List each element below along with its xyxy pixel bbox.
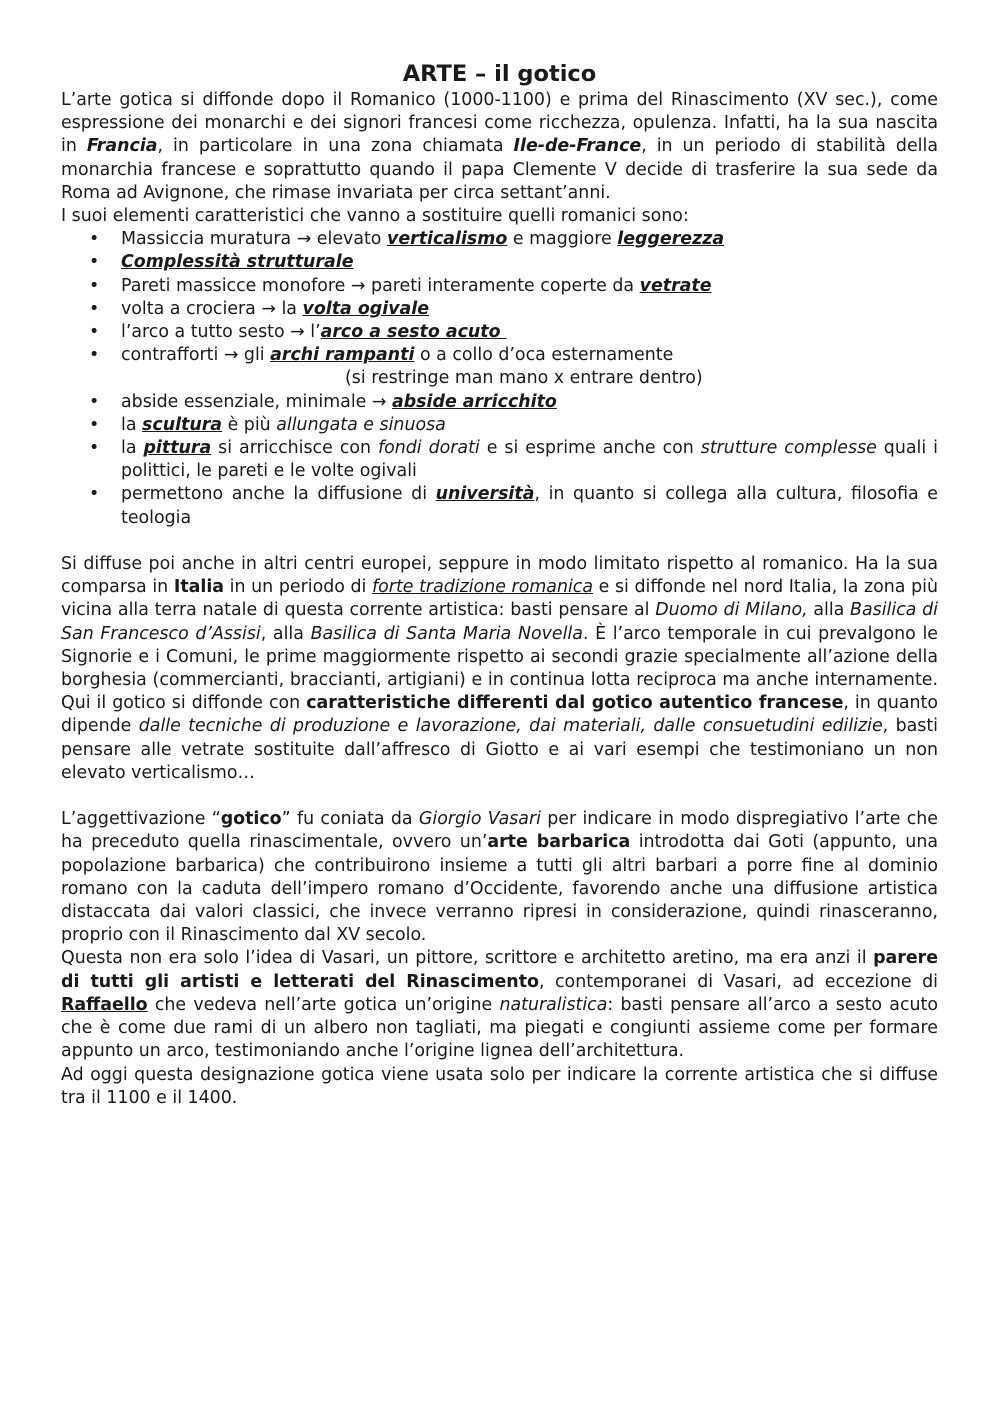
keyword-verticalismo: verticalismo — [386, 229, 508, 250]
arrow-icon: → — [296, 229, 312, 250]
bullet: • — [89, 414, 100, 435]
parere-paragraph: Questa non era solo l’idea di Vasari, un pittore, scrittore e architetto aretino, ma era anzi il parere di tutti gli artisti e letterati del Rinascimento, contemporanei di Vasari, ad eccezione di Raffaello che vedeva nell’arte gotica un’origine naturalistica: basti pensare all’arco a sesto acuto che è come due rami di un albero non tagliati, ma piegati e congiunti assieme come per formare appunto un arco, testimoniando anche l’origine lignea dell’architettura. — [61, 948, 938, 1062]
italia-paragraph: Si diffuse poi anche in altri centri europei, seppure in modo limitato rispetto al romanico. Ha la sua comparsa in Italia in un periodo di forte tradizione romanica e si diffonde nel nord Italia, la zona più vicina alla terra natale di questa corrente artistica: basti pensare al Duomo di Milano, alla Basilica di San Francesco d’Assisi, alla Basilica di Santa Maria Novella. È l’arco temporale in cui prevalgono le Signorie e i Comuni, le prime maggiormente rispetto ai secondi grazie specialmente all’azione della borghesia (commercianti, braccianti, artigiani) e in continua lotta reciproca ma anche internamente. Qui il gotico si diffonde con caratteristiche differenti dal gotico autentico francese, in quanto dipende dalle tecniche di produzione e lavorazione, dai materiali, dalle consuetudini edilizie, basti pensare alle vetrate sostituite dall’affresco di Giotto e ai vari esempi che testimoniano un non elevato verticalismo… — [61, 554, 938, 783]
bullet: • — [89, 484, 100, 505]
list-item: • Pareti massicce monofore → pareti interamente coperte da vetrate — [61, 275, 938, 298]
keyword-universita: università — [435, 484, 535, 505]
list-item: • la scultura è più allungata e sinuosa — [61, 414, 938, 437]
bullet: • — [89, 275, 100, 296]
intro-paragraph: L’arte gotica si diffonde dopo il Romanico (1000-1100) e prima del Rinascimento (XV sec.), come espressione dei monarchi e dei signori francesi come ricchezza, opulenza. Infatti, ha la sua nascita in Francia, in particolare in una zona chiamata Ile-de-France, in un periodo di stabilità della monarchia francese e soprattutto quando il papa Clemente V decide di trasferire la sua sede da Roma ad Avignone, che rimase invariata per circa settant’anni. — [61, 90, 938, 203]
paragraph-gap — [61, 530, 938, 553]
list-item: • contrafforti → gli archi rampanti o a collo d’oca esternamente (si restringe man mano x entrare dentro) — [61, 344, 938, 390]
keyword-archi-rampanti: archi rampanti — [270, 345, 415, 366]
list-item — [61, 251, 938, 274]
list-item: • permettono anche la diffusione di università, in quanto si collega alla cultura, filosofia e teologia — [89, 484, 939, 528]
document-page — [61, 60, 938, 1110]
vasari-paragraph: L’aggettivazione “gotico” fu coniata da Giorgio Vasari per indicare in modo dispregiativo l’arte che ha preceduto quella rinascimentale, ovvero un’arte barbarica introdotta dai Goti (appunto, una popolazione barbarica) che contribuirono insieme a tutti gli altri barbari a porre fine al dominio romano con la caduta dell’impero romano d’Occidente, favorendo anche una diffusione artistica distaccata dai valori classici, che invece verranno ripresi in considerazione, quindi rinasceranno, proprio con il Rinascimento dal XV secolo. — [61, 809, 938, 946]
list-item: • Massiccia muratura → elevato verticalismo e maggiore leggerezza — [61, 228, 938, 251]
keyword-francia: Francia — [86, 136, 158, 157]
keyword-ile-de-france: Ile-de-France — [513, 136, 642, 157]
gothic-elements-list — [61, 228, 938, 530]
list-item: • l’arco a tutto sesto → l’arco a sesto acuto — [61, 321, 938, 344]
keyword-leggerezza: leggerezza — [617, 229, 725, 250]
bullet: • — [89, 438, 100, 459]
keyword-abside-arricchito: abside arricchito — [392, 391, 557, 412]
arrow-icon: → — [371, 391, 387, 412]
bullet: • — [89, 298, 100, 319]
arrow-icon: → — [350, 275, 366, 296]
keyword-volta-ogivale: volta ogivale — [302, 298, 430, 319]
bullet: • — [89, 322, 100, 343]
page-title: ARTE – il gotico — [402, 61, 597, 87]
keyword-arco-sesto-acuto: arco a sesto acuto — [320, 322, 507, 343]
arrow-icon: → — [261, 298, 276, 319]
paragraph-gap — [61, 785, 938, 808]
keyword-complessita: Complessità strutturale — [121, 252, 354, 273]
arrow-icon: → — [223, 345, 239, 366]
arrow-icon: → — [290, 322, 305, 343]
list-item: • la pittura si arricchisce con fondi dorati e si esprime anche con strutture complesse quali i polittici, le pareti e le volte ogivali — [89, 438, 938, 482]
bullet: • — [89, 229, 100, 250]
keyword-vetrate: vetrate — [639, 275, 712, 296]
keyword-scultura: scultura — [142, 414, 223, 435]
keyword-pittura: pittura — [143, 438, 212, 459]
list-item-note: (si restringe man mano x entrare dentro) — [345, 368, 703, 389]
list-lead: I suoi elementi caratteristici che vanno a sostituire quelli romanici sono: — [61, 206, 689, 227]
list-item: • abside essenziale, minimale → abside arricchito — [61, 391, 938, 414]
oggi-paragraph: Ad oggi questa designazione gotica viene usata solo per indicare la corrente artistica che si diffuse tra il 1100 e il 1400. — [61, 1064, 938, 1108]
bullet: • — [89, 391, 100, 412]
bullet: • — [89, 345, 100, 366]
bullet: • — [89, 252, 100, 273]
list-item: • volta a crociera → la volta ogivale — [61, 298, 938, 321]
